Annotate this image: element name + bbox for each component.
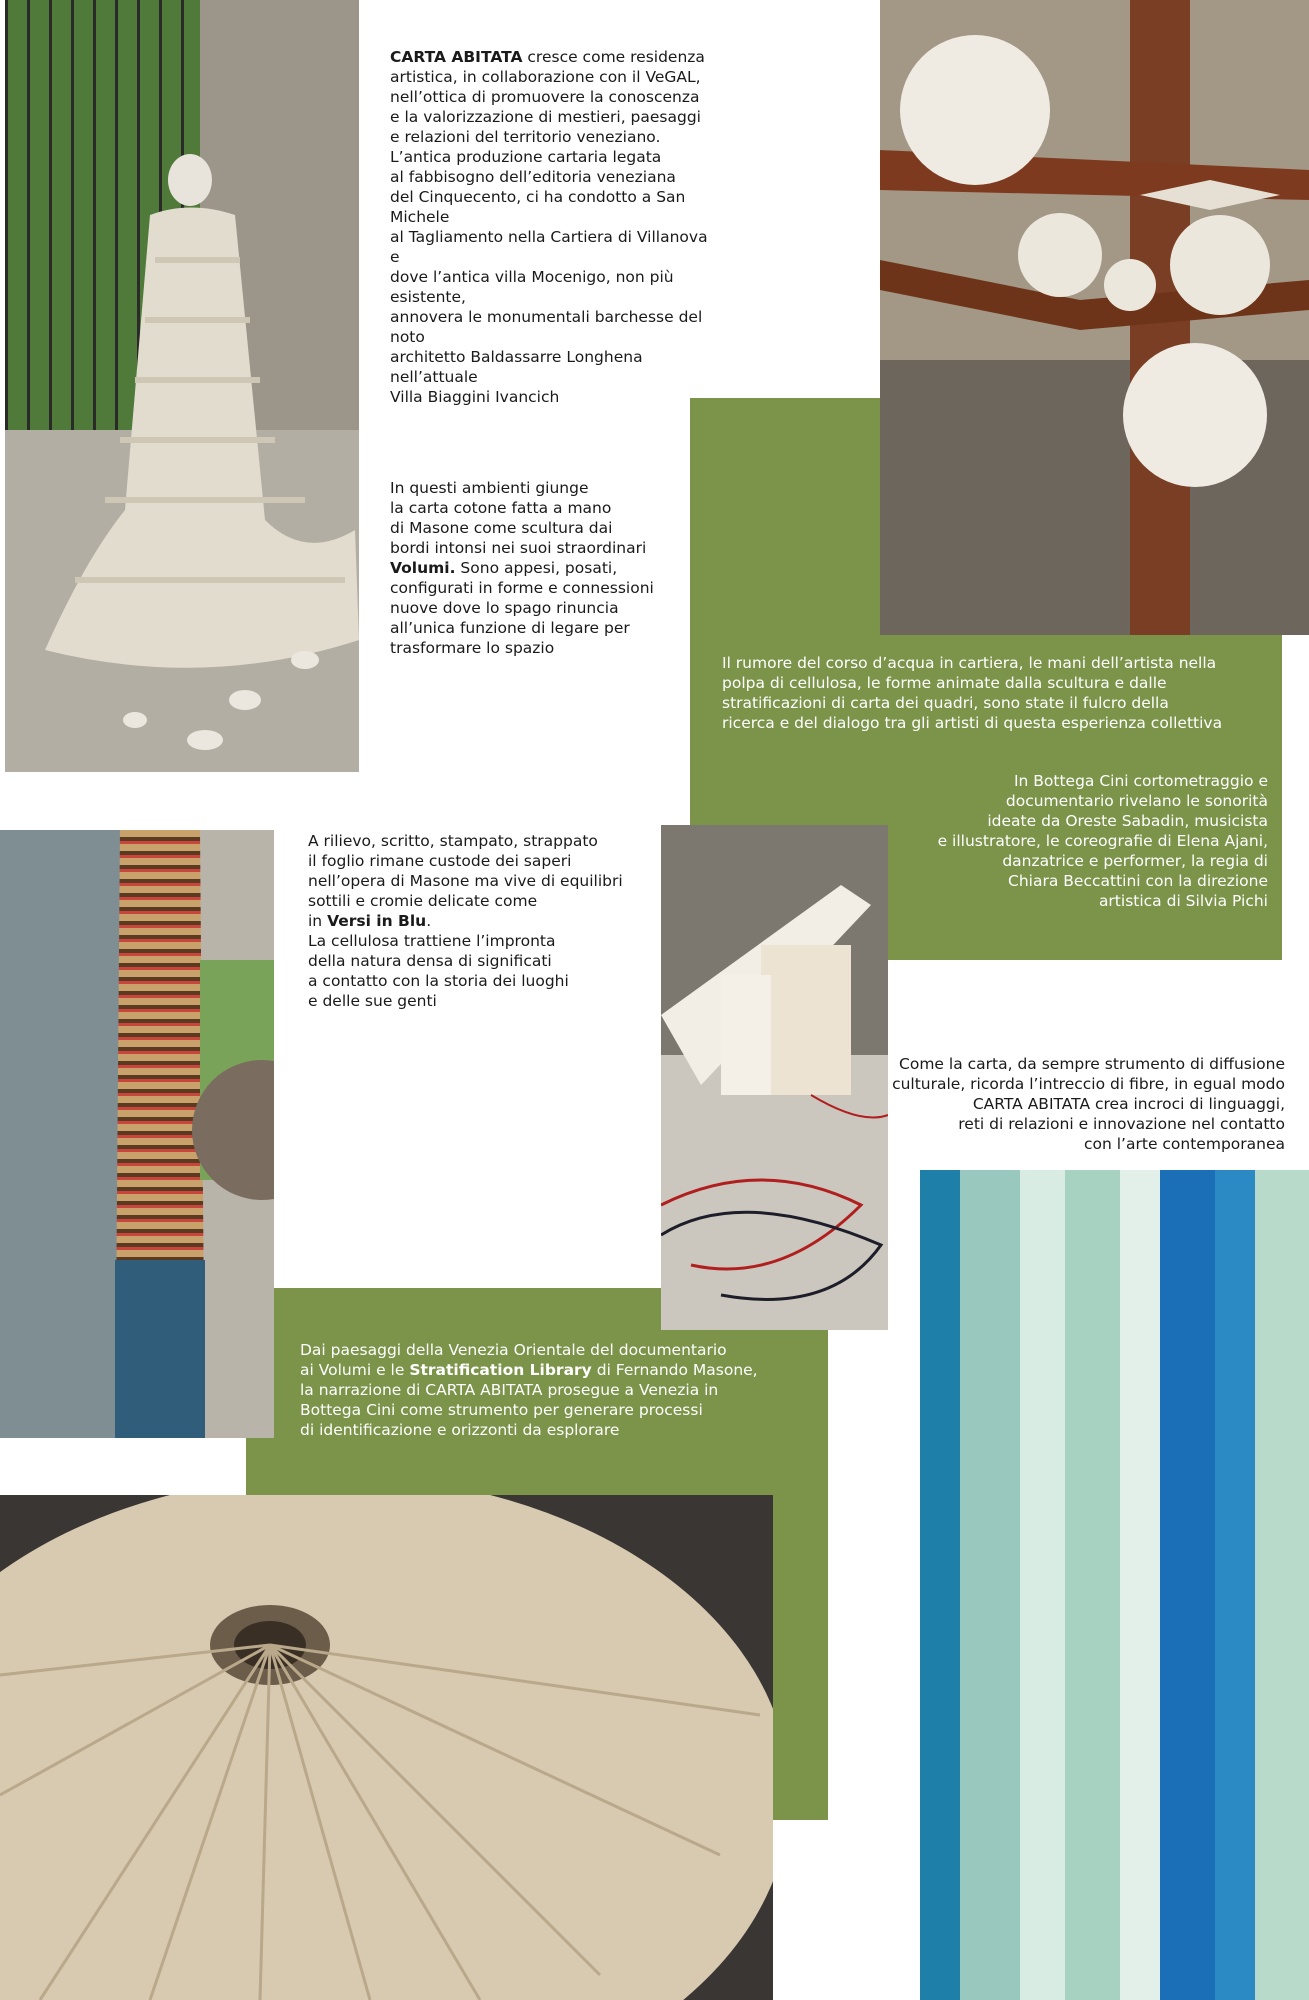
come-paragraph: Come la carta, da sempre strumento di diffusione culturale, ricorda l’intreccio di fibre, in egual modo CARTA ABITATA crea incroci di linguaggi, reti di relazioni e innovazione nel contatto con l’arte contemporanea <box>892 1055 1285 1153</box>
stratified-paper-column-photo <box>0 830 274 1438</box>
rilievo-text-before: A rilievo, scritto, stampato, strappato il foglio rimane custode dei saperi nell’opera di Masone ma vive di equilibri sottili e cromie delicate come in <box>308 832 623 930</box>
paper-book-with-wires-photo <box>661 825 888 1330</box>
paper-dress-sculpture-photo <box>5 0 359 772</box>
paper-spheres-on-beams-photo <box>880 0 1309 635</box>
radial-paper-sculpture-photo <box>0 1495 773 2000</box>
rilievo-paragraph <box>308 831 648 1011</box>
rilievo-bold: Versi in Blu <box>327 912 427 930</box>
rumore-paragraph: Il rumore del corso d’acqua in cartiera, le mani dell’artista nella polpa di cellulosa, le forme animate dalla scultura e dalle stratificazioni di carta dei quadri, sono state il fulcro della ricerca e del dialogo tra gli artisti di questa esperienza collettiva <box>722 654 1223 732</box>
paesaggi-text-before: Dai paesaggi della Venezia Orientale del documentario ai Volumi e le <box>300 1341 727 1379</box>
blue-paper-strips-photo <box>920 1170 1309 2000</box>
paesaggi-paragraph <box>300 1340 800 1440</box>
volumi-paragraph <box>390 478 680 658</box>
paesaggi-text-after: di Fernando Masone, la narrazione di CARTA ABITATA prosegue a Venezia in Bottega Cini come strumento per generare processi di identificazione e orizzonti da esplorare <box>300 1361 758 1439</box>
volumi-text-before: In questi ambienti giunge la carta cotone fatta a mano di Masone come scultura dai bordi intonsi nei suoi straordinari <box>390 479 647 557</box>
intro-text: cresce come residenza artistica, in collaborazione con il VeGAL, nell’ottica di promuovere la conoscenza e la valorizzazione di mestieri, paesaggi e relazioni del territorio veneziano. L’antica produzione cartaria legata al fabbisogno dell’editoria veneziana del Cinquecento, ci ha condotto a San Michele al Tagliamento nella Cartiera di Villanova e dove l’antica villa Mocenigo, non più esistente, annovera le monumentali barchesse del noto architetto Baldassarre Longhena nell’attuale Villa Biaggini Ivancich <box>390 48 708 406</box>
bottega-paragraph: In Bottega Cini cortometraggio e documentario rivelano le sonorità ideate da Oreste Sabadin, musicista e illustratore, le coreografie di Elena Ajani, danzatrice e performer, la regia di Chiara Beccattini con la direzione artistica di Silvia Pichi <box>937 772 1268 910</box>
rilievo-text-after: . La cellulosa trattiene l’impronta della natura densa di significati a contatto con la storia dei luoghi e delle sue genti <box>308 912 569 1010</box>
volumi-bold: Volumi. <box>390 559 456 577</box>
intro-paragraph <box>390 47 720 407</box>
brand-name: CARTA ABITATA <box>390 48 523 66</box>
volumi-text-after: Sono appesi, posati, configurati in forme e connessioni nuove dove lo spago rinuncia all’unica funzione di legare per trasformare lo spazio <box>390 559 654 657</box>
paesaggi-bold: Stratification Library <box>409 1361 592 1379</box>
